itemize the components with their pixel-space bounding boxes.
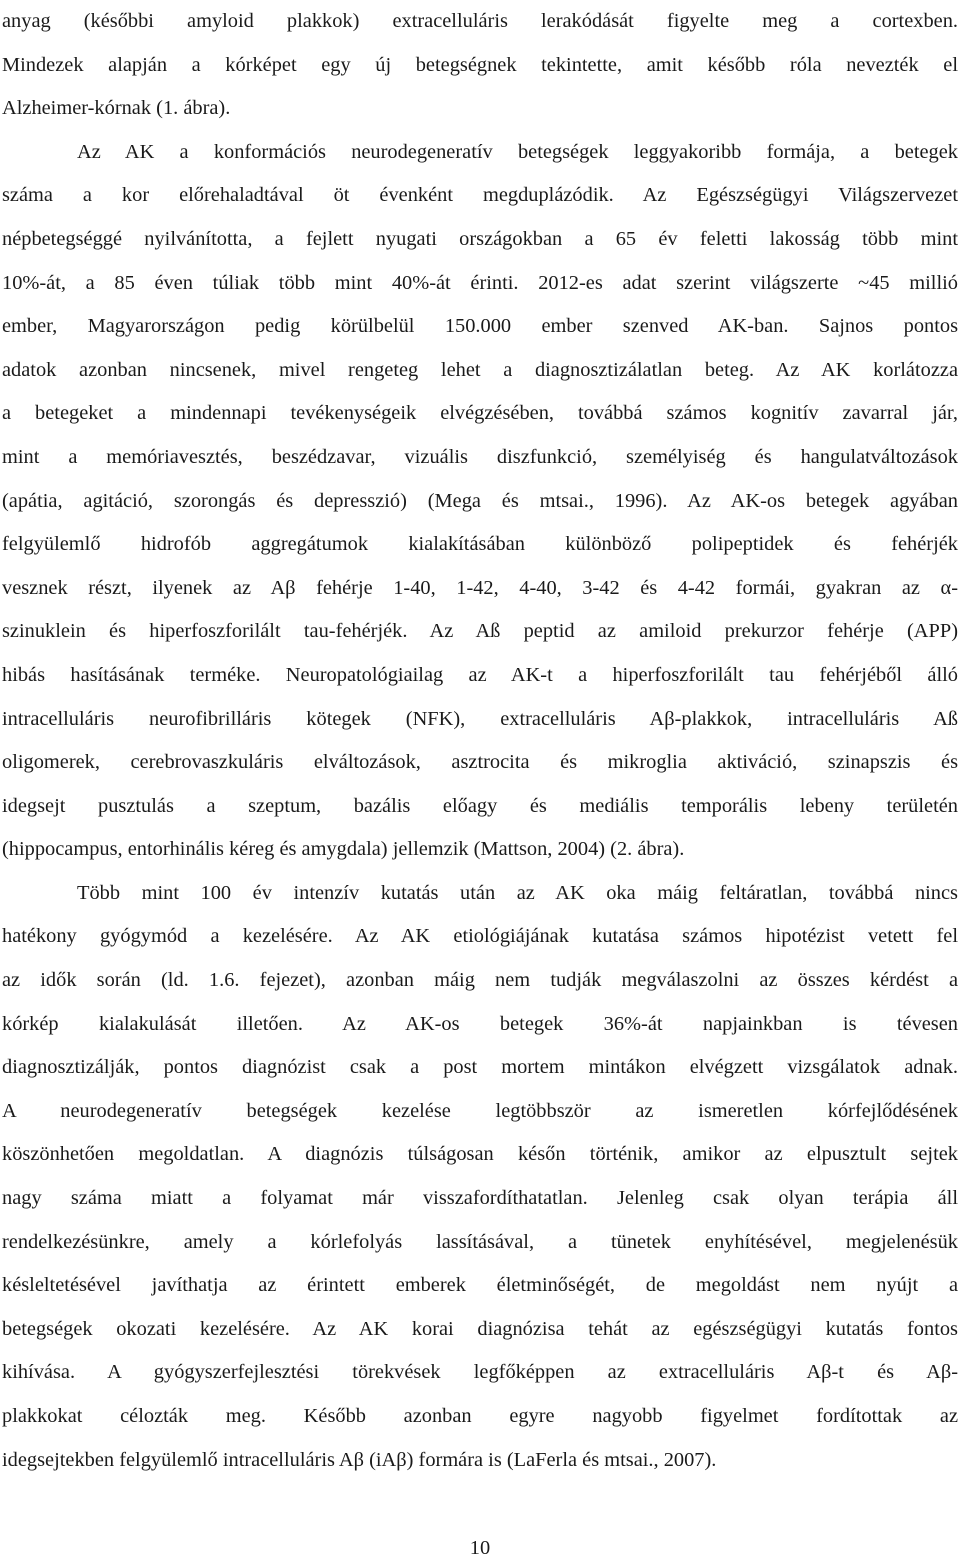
text-line: Több mint 100 év intenzív kutatás után az AK oka máig feltáratlan, továbbá nincs	[77, 881, 958, 904]
text-line: vesznek részt, ilyenek az Aβ fehérje 1-40, 1-42, 4-40, 3-42 és 4-42 formái, gyakran az α-	[2, 576, 958, 599]
text-line: (apátia, agitáció, szorongás és depresszió) (Mega és mtsai., 1996). Az AK-os betegek agyában	[2, 489, 958, 512]
text-line: mint a memóriavesztés, beszédzavar, vizuális diszfunkció, személyiség és hangulatváltozások	[2, 445, 958, 468]
text-line: oligomerek, cerebrovaszkuláris elváltozások, asztrocita és mikroglia aktiváció, szinapszis és	[2, 751, 958, 774]
page-number: 10	[469, 1537, 491, 1559]
text-line: idegsejt pusztulás a szeptum, bazális előagy és mediális temporális lebeny területén	[2, 794, 958, 817]
body-text	[2, 0, 958, 1482]
text-line: köszönhetően megoldatlan. A diagnózis túlságosan későn történik, amikor az elpusztult sejtek	[2, 1143, 958, 1166]
text-line: A neurodegeneratív betegségek kezelése legtöbbször az ismeretlen kórfejlődésének	[2, 1099, 958, 1122]
text-line: (hippocampus, entorhinális kéreg és amygdala) jellemzik (Mattson, 2004) (2. ábra).	[2, 838, 685, 861]
text-line: a betegeket a mindennapi tevékenységeik elvégzésében, továbbá számos kognitív zavarral jár,	[2, 402, 958, 425]
text-line: diagnosztizálják, pontos diagnózist csak a post mortem mintákon elvégzett vizsgálatok adnak.	[2, 1056, 958, 1079]
text-line: népbetegséggé nyilvánította, a fejlett nyugati országokban a 65 év feletti lakosság több mint	[2, 227, 958, 250]
text-line: nagy száma miatt a folyamat már visszafordíthatatlan. Jelenleg csak olyan terápia áll	[2, 1187, 958, 1210]
text-line: Alzheimer-kórnak (1. ábra).	[2, 97, 231, 120]
text-line: intracelluláris neurofibrilláris kötegek (NFK), extracelluláris Aβ-plakkok, intracelluláris Aß	[2, 707, 958, 730]
text-line: száma a kor előrehaladtával öt évenként megduplázódik. Az Egészségügyi Világszervezet	[2, 184, 958, 207]
text-line: az idők során (ld. 1.6. fejezet), azonban máig nem tudják megválaszolni az összes kérdést a	[2, 969, 958, 992]
text-line: 10%-át, a 85 éven túliak több mint 40%-át érinti. 2012-es adat szerint világszerte ~45 millió	[2, 271, 958, 294]
text-line: szinuklein és hiperfoszforilált tau-fehérjék. Az Aß peptid az amiloid prekurzor fehérje (APP)	[2, 620, 958, 643]
text-line: rendelkezésünkre, amely a kórlefolyás lassításával, a tünetek enyhítésével, megjelenésük	[2, 1230, 958, 1253]
text-line: hibás hasításának terméke. Neuropatológiailag az AK-t a hiperfoszforilált tau fehérjéből álló	[2, 663, 958, 686]
text-line: plakkokat célozták meg. Később azonban egyre nagyobb figyelmet fordítottak az	[2, 1405, 958, 1427]
text-line: kórkép kialakulását illetően. Az AK-os betegek 36%-át napjainkban is tévesen	[2, 1012, 958, 1035]
text-line: késleltetésével javíthatja az érintett emberek életminőségét, de megoldást nem nyújt a	[2, 1274, 958, 1297]
text-line: hatékony gyógymód a kezelésére. Az AK etiológiájának kutatása számos hipotézist vetett fel	[2, 925, 958, 948]
text-line: betegségek okozati kezelésére. Az AK korai diagnózisa tehát az egészségügyi kutatás fontos	[2, 1317, 958, 1340]
text-line: Az AK a konformációs neurodegeneratív betegségek leggyakoribb formája, a betegek	[77, 140, 958, 163]
text-line: adatok azonban nincsenek, mivel rengeteg lehet a diagnosztizálatlan beteg. Az AK korlátozza	[2, 358, 958, 381]
text-line: anyag (későbbi amyloid plakkok) extracelluláris lerakódását figyelte meg a cortexben.	[2, 10, 958, 32]
text-line: idegsejtekben felgyülemlő intracelluláris Aβ (iAβ) formára is (LaFerla és mtsai., 2007).	[2, 1448, 717, 1471]
text-line: kihívása. A gyógyszerfejlesztési törekvések legfőképpen az extracelluláris Aβ-t és Aβ-	[2, 1361, 958, 1384]
text-line: felgyülemlő hidrofób aggregátumok kialakításában különböző polipeptidek és fehérjék	[2, 533, 958, 556]
text-line: Mindezek alapján a kórképet egy új betegségnek tekintette, amit később róla nevezték el	[2, 53, 958, 76]
text-line: ember, Magyarországon pedig körülbelül 150.000 ember szenved AK-ban. Sajnos pontos	[2, 315, 958, 338]
